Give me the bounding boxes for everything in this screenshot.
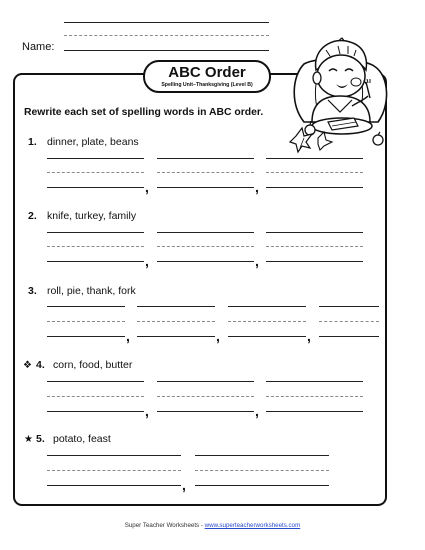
answer-writing-line[interactable] — [137, 336, 215, 337]
comma: , — [145, 253, 149, 269]
answer-writing-line[interactable] — [266, 411, 363, 412]
name-guide-line — [64, 35, 269, 36]
comma: , — [126, 328, 130, 344]
answer-guide-line — [137, 321, 215, 322]
answer-line — [195, 455, 329, 456]
answer-line — [228, 306, 306, 307]
page-title: ABC Order — [168, 64, 246, 81]
answer-guide-line — [47, 396, 144, 397]
answer-writing-line[interactable] — [47, 261, 144, 262]
boy-eating-pie-illustration — [282, 26, 398, 154]
question-1-number: 1. — [28, 136, 37, 148]
question-2-words: knife, turkey, family — [47, 210, 137, 222]
question-3-number: 3. — [28, 285, 37, 297]
comma: , — [307, 328, 311, 344]
question-5-words: potato, feast — [53, 433, 111, 445]
answer-line — [266, 381, 363, 382]
answer-line — [47, 306, 125, 307]
answer-writing-line[interactable] — [47, 411, 144, 412]
diamond-symbol-icon: ❖ — [23, 360, 32, 371]
answer-writing-line[interactable] — [157, 187, 254, 188]
answer-writing-line[interactable] — [157, 261, 254, 262]
answer-line — [319, 306, 379, 307]
answer-guide-line — [228, 321, 306, 322]
name-label: Name: — [22, 41, 55, 53]
answer-writing-line[interactable] — [47, 485, 181, 486]
page-subtitle: Spelling Unit–Thanksgiving (Level B) — [161, 82, 253, 88]
answer-line — [137, 306, 215, 307]
comma: , — [182, 477, 186, 493]
answer-guide-line — [266, 246, 363, 247]
answer-guide-line — [47, 470, 181, 471]
comma: , — [216, 328, 220, 344]
footer-link[interactable]: www.superteacherworksheets.com — [204, 522, 301, 529]
answer-line — [266, 232, 363, 233]
name-input-line[interactable] — [64, 50, 269, 51]
answer-guide-line — [157, 396, 254, 397]
answer-guide-line — [157, 246, 254, 247]
comma: , — [255, 403, 259, 419]
answer-writing-line[interactable] — [195, 485, 329, 486]
question-1-words: dinner, plate, beans — [47, 136, 139, 148]
question-4-words: corn, food, butter — [53, 359, 133, 371]
question-3-words: roll, pie, thank, fork — [47, 285, 136, 297]
star-symbol-icon: ★ — [24, 434, 33, 445]
footer — [0, 522, 425, 529]
answer-writing-line[interactable] — [157, 411, 254, 412]
answer-line — [47, 232, 144, 233]
answer-writing-line[interactable] — [319, 336, 379, 337]
answer-guide-line — [266, 172, 363, 173]
comma: , — [255, 253, 259, 269]
answer-writing-line[interactable] — [228, 336, 306, 337]
title-box — [143, 60, 271, 93]
comma: , — [145, 403, 149, 419]
answer-line — [47, 455, 181, 456]
answer-line — [47, 158, 144, 159]
answer-writing-line[interactable] — [47, 187, 144, 188]
name-top-line — [64, 22, 269, 23]
question-5-number: 5. — [36, 433, 45, 445]
instructions: Rewrite each set of spelling words in ABC order. — [24, 107, 264, 118]
answer-writing-line[interactable] — [266, 261, 363, 262]
answer-line — [157, 232, 254, 233]
answer-guide-line — [266, 396, 363, 397]
answer-line — [157, 158, 254, 159]
answer-guide-line — [47, 246, 144, 247]
answer-guide-line — [47, 321, 125, 322]
comma: , — [145, 179, 149, 195]
answer-writing-line[interactable] — [47, 336, 125, 337]
answer-guide-line — [157, 172, 254, 173]
comma: , — [255, 179, 259, 195]
answer-guide-line — [47, 172, 144, 173]
question-2-number: 2. — [28, 210, 37, 222]
answer-guide-line — [319, 321, 379, 322]
answer-line — [47, 381, 144, 382]
answer-line — [157, 381, 254, 382]
answer-guide-line — [195, 470, 329, 471]
answer-writing-line[interactable] — [266, 187, 363, 188]
answer-line — [266, 158, 363, 159]
question-4-number: 4. — [36, 359, 45, 371]
footer-text: Super Teacher Worksheets - — [124, 522, 205, 529]
